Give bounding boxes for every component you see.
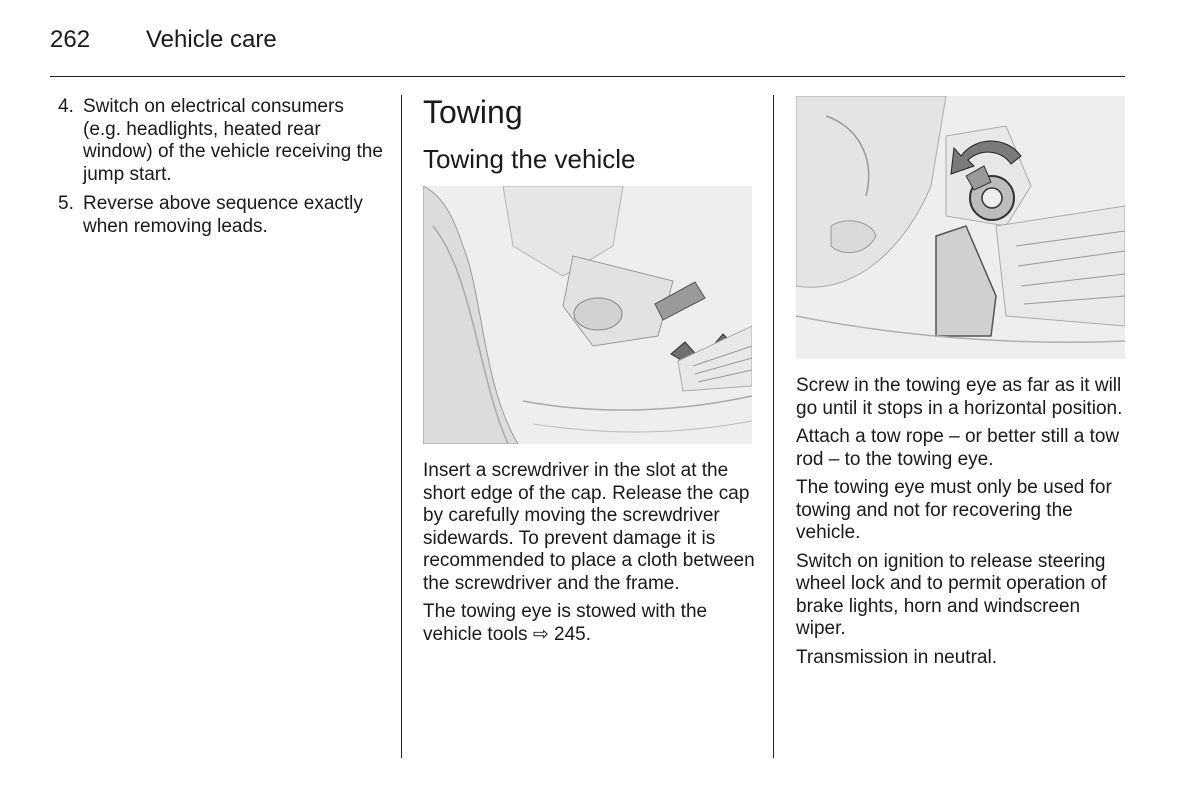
list-item-number: 5. [58,193,74,214]
paragraph: Screw in the towing eye as far as it will go until it stops in a horizontal position. [796,375,1123,419]
left-column [58,96,383,245]
reference-text: The towing eye is stowed with the vehicle tools [423,601,708,645]
middle-column [423,94,755,652]
section-title: Vehicle care [146,26,277,53]
figure-towing-eye [796,96,1125,359]
list-item-text: Switch on electrical consumers (e.g. headlights, heated rear window) of the vehicle receiving the jump start. [83,96,383,185]
right-column [796,96,1128,675]
list-item [58,193,383,238]
column-divider-right [773,95,774,758]
paragraph: Attach a tow rope – or better still a tow rod – to the towing eye. [796,426,1120,470]
page-reference-arrow-icon: ⇨ [532,623,549,645]
column-divider-left [401,95,402,758]
section-heading: Towing [423,94,523,130]
paragraph: Switch on ignition to release steering wheel lock and to permit operation of brake lights, horn and windscreen wiper. [796,550,1107,639]
paragraph: The towing eye must only be used for towing and not for recovering the vehicle. [796,477,1112,543]
paragraph: Insert a screwdriver in the slot at the short edge of the cap. Release the cap by carefully moving the screwdriver sidewards. To prevent damage it is recommended to place a cloth between the screwdriver and the frame. [423,460,755,594]
figure-bumper-cap [423,186,752,444]
list-item-number: 4. [58,96,74,117]
page-reference: 245. [554,623,592,645]
reference-paragraph [423,601,755,646]
paragraph: Transmission in neutral. [796,646,997,668]
subsection-heading: Towing the vehicle [423,144,636,174]
page-number: 262 [50,26,91,53]
header-rule [50,76,1125,77]
list-item [58,96,383,186]
list-item-text: Reverse above sequence exactly when removing leads. [83,193,363,237]
